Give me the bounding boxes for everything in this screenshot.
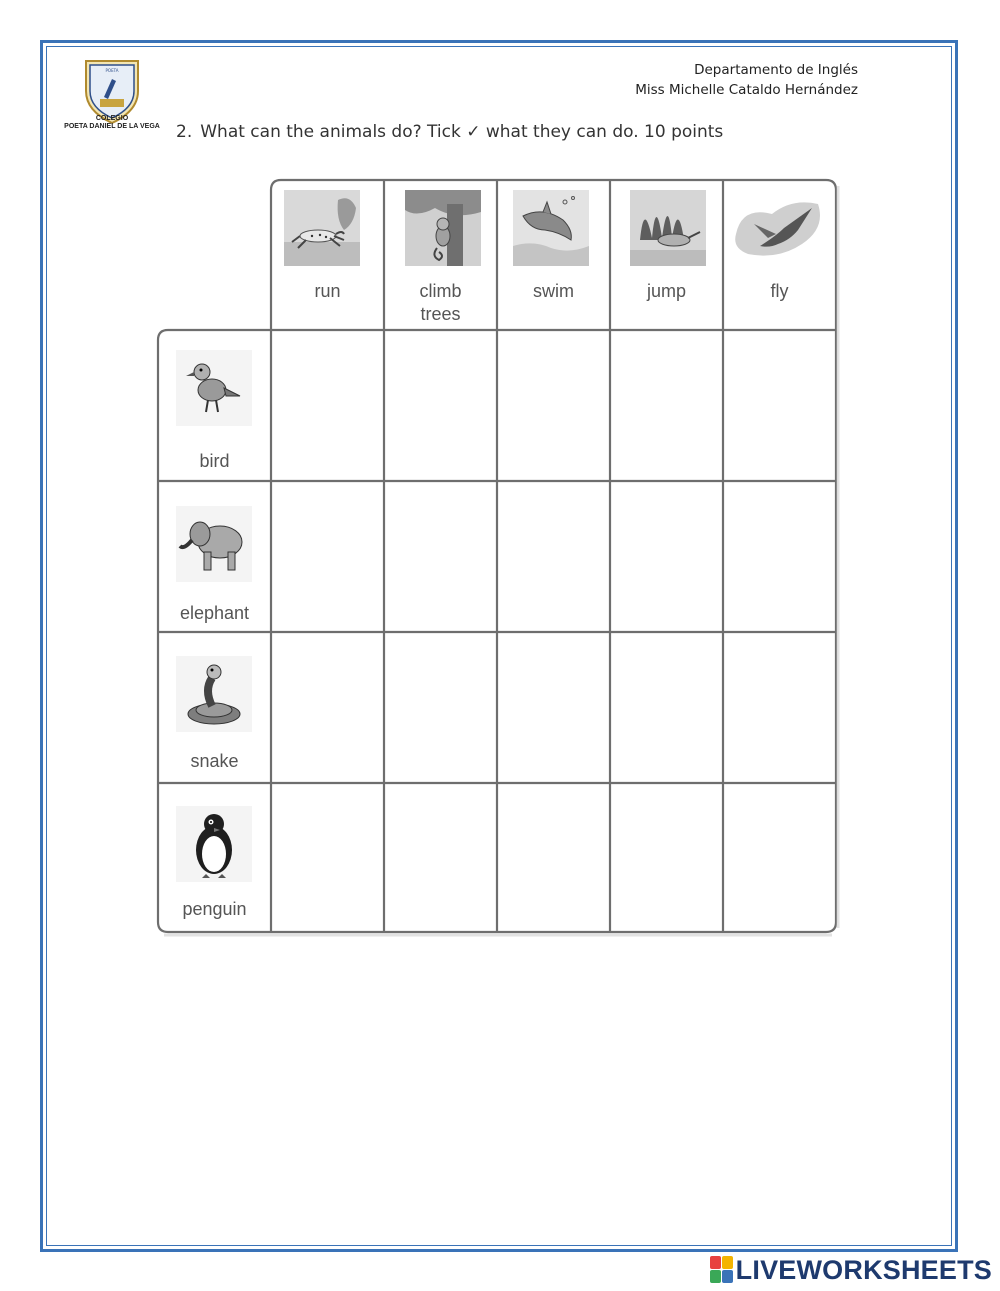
answer-cell-bird-swim[interactable] <box>498 331 608 479</box>
exercise-text: What can the animals do? Tick ✓ what they can do. 10 points <box>200 122 724 142</box>
animal-label-elephant: elephant <box>179 603 250 623</box>
snake-icon <box>176 656 252 732</box>
flying-eagle-icon <box>732 194 826 266</box>
elephant-icon <box>176 506 252 582</box>
answer-cell-penguin-swim[interactable] <box>498 784 608 932</box>
svg-text:POETA: POETA <box>105 68 119 73</box>
action-label-fly: fly <box>770 281 789 301</box>
answer-cell-snake-fly[interactable] <box>724 633 834 781</box>
answer-cell-bird-jump[interactable] <box>611 331 721 479</box>
answer-cell-penguin-fly[interactable] <box>724 784 834 932</box>
action-label-swim: swim <box>533 281 574 301</box>
answer-cell-elephant-climb-trees[interactable] <box>385 482 495 630</box>
teacher-name: Miss Michelle Cataldo Hernández <box>635 82 858 98</box>
answer-cell-penguin-run[interactable] <box>272 784 382 932</box>
exercise-instruction <box>176 122 723 142</box>
header-info <box>635 60 858 100</box>
answer-cell-elephant-swim[interactable] <box>498 482 608 630</box>
bird-icon <box>176 350 252 426</box>
monkey-climbing-icon <box>405 190 481 266</box>
jumping-animal-icon <box>630 190 706 266</box>
swimming-dolphin-icon <box>513 190 589 266</box>
answer-cell-snake-climb-trees[interactable] <box>385 633 495 781</box>
answer-cell-bird-climb-trees[interactable] <box>385 331 495 479</box>
answer-cell-snake-run[interactable] <box>272 633 382 781</box>
answer-cell-bird-fly[interactable] <box>724 331 834 479</box>
animal-label-bird: bird <box>199 451 230 471</box>
answer-cell-snake-swim[interactable] <box>498 633 608 781</box>
live-badge-icon <box>710 1256 734 1284</box>
answer-cell-elephant-fly[interactable] <box>724 482 834 630</box>
answer-cell-elephant-run[interactable] <box>272 482 382 630</box>
running-cheetah-icon <box>284 190 360 266</box>
exercise-number: 2. <box>176 122 193 142</box>
action-label-climb-trees: climb trees <box>419 281 462 324</box>
action-label-run: run <box>314 281 341 301</box>
brand-name: LIVEWORKSHEETS <box>735 1254 992 1285</box>
school-name: COLEGIO POETA DANIEL DE LA VEGA <box>64 115 160 130</box>
animal-label-snake: snake <box>190 751 239 771</box>
answer-cell-bird-run[interactable] <box>272 331 382 479</box>
action-label-jump: jump <box>646 281 686 301</box>
answer-cell-elephant-jump[interactable] <box>611 482 721 630</box>
penguin-icon <box>176 806 252 882</box>
animal-label-penguin: penguin <box>182 899 247 919</box>
answer-cell-snake-jump[interactable] <box>611 633 721 781</box>
answer-cell-penguin-jump[interactable] <box>611 784 721 932</box>
liveworksheets-logo <box>710 1252 992 1288</box>
department-name: Departamento de Inglés <box>694 62 858 78</box>
answer-cell-penguin-climb-trees[interactable] <box>385 784 495 932</box>
